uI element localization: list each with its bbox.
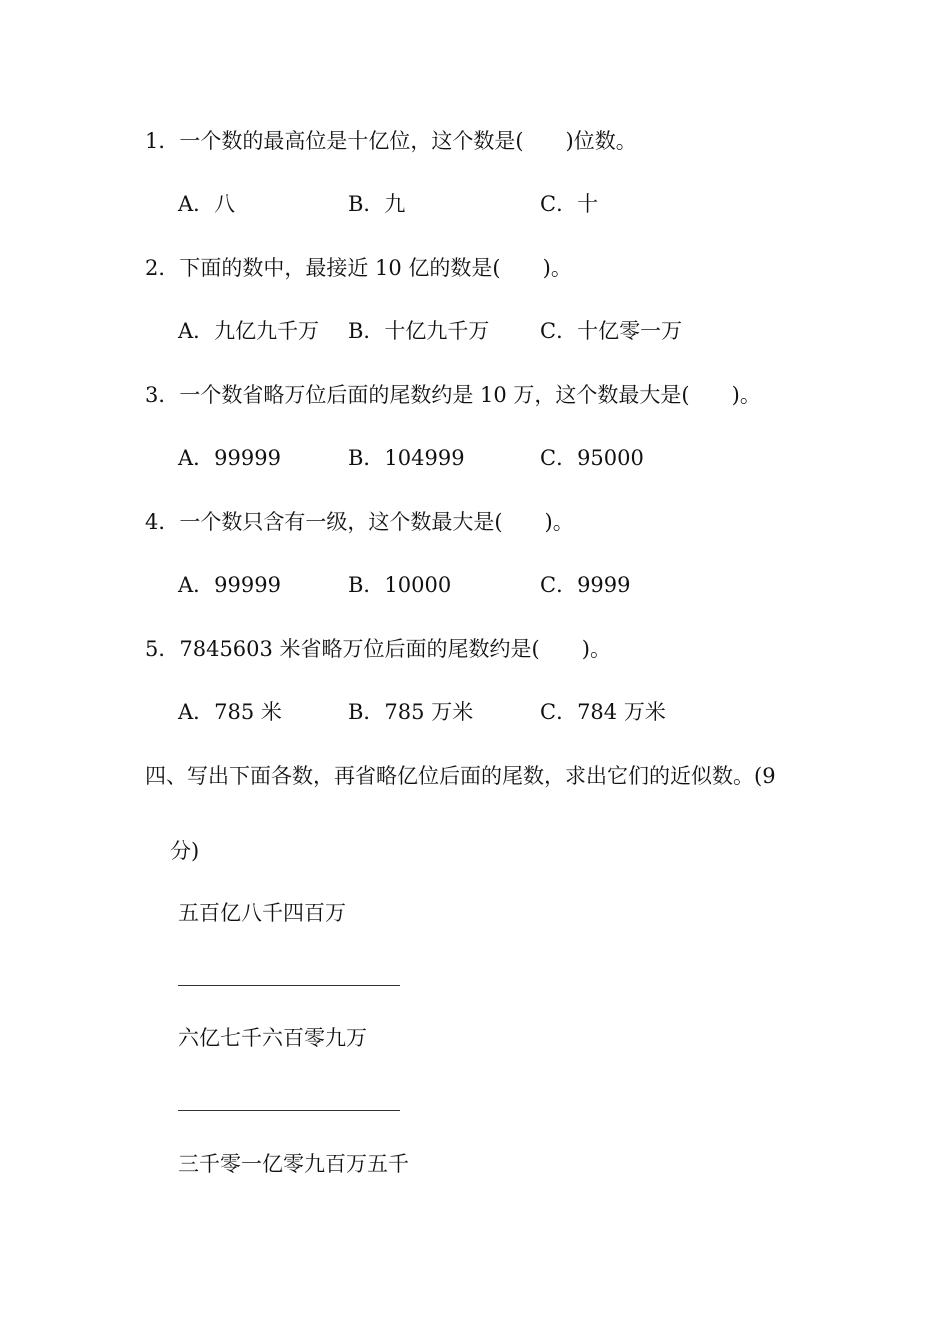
section-4-item-1: 五百亿八千四百万	[178, 901, 346, 925]
question-2-option-b: B．十亿九千万	[348, 319, 490, 343]
section-4-item-3: 三千零一亿零九百万五千	[178, 1152, 409, 1176]
section-4-heading-continued: 分)	[170, 839, 200, 863]
question-4-option-c: C．9999	[540, 573, 631, 597]
question-1-option-c: C．十	[540, 192, 599, 216]
question-1-option-b: B．九	[348, 192, 406, 216]
question-1-option-a: A．八	[178, 192, 236, 216]
question-3-option-a: A．99999	[178, 446, 281, 470]
question-4-stem: 4．一个数只含有一级，这个数最大是( )。	[145, 510, 574, 534]
question-1-stem: 1．一个数的最高位是十亿位，这个数是( )位数。	[145, 129, 637, 153]
question-5-stem: 5．7845603 米省略万位后面的尾数约是( )。	[145, 637, 611, 661]
question-4-option-a: A．99999	[178, 573, 281, 597]
question-5-option-b: B．785 万米	[348, 700, 474, 724]
question-2-stem: 2．下面的数中，最接近 10 亿的数是( )。	[145, 256, 572, 280]
question-2-option-c: C．十亿零一万	[540, 319, 683, 343]
answer-blank-2[interactable]	[178, 1110, 400, 1111]
question-3-stem: 3．一个数省略万位后面的尾数约是 10 万，这个数最大是( )。	[145, 383, 761, 407]
question-5-option-c: C．784 万米	[540, 700, 666, 724]
question-3-option-b: B．104999	[348, 446, 465, 470]
answer-blank-1[interactable]	[178, 985, 400, 986]
section-4-item-2: 六亿七千六百零九万	[178, 1026, 367, 1050]
question-4-option-b: B．10000	[348, 573, 452, 597]
section-4-heading: 四、写出下面各数，再省略亿位后面的尾数，求出它们的近似数。(9	[145, 764, 776, 788]
question-5-option-a: A．785 米	[178, 700, 282, 724]
question-3-option-c: C．95000	[540, 446, 644, 470]
question-2-option-a: A．九亿九千万	[178, 319, 320, 343]
